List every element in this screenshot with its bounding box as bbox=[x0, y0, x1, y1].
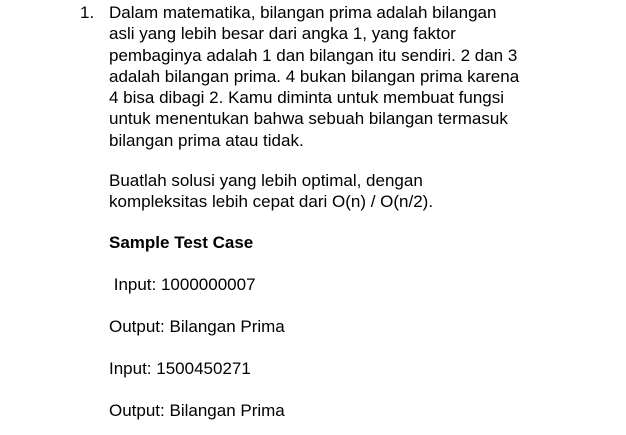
instruction-line: kompleksitas lebih cepat dari O(n) / O(n/2). bbox=[109, 192, 434, 212]
problem-line: adalah bilangan prima. 4 bukan bilangan prima karena bbox=[109, 66, 520, 86]
problem-line: Dalam matematika, bilangan prima adalah bilangan bbox=[109, 3, 497, 22]
problem-line: bilangan prima atau tidak. bbox=[109, 130, 304, 150]
list-number: 1. bbox=[80, 3, 95, 22]
instruction-paragraph bbox=[109, 170, 609, 213]
sample-input-1: Input: 1000000007 bbox=[109, 275, 256, 294]
problem-line: untuk menentukan bahwa sebuah bilangan termasuk bbox=[109, 109, 508, 129]
sample-output-1: Output: Bilangan Prima bbox=[109, 317, 285, 336]
problem-statement bbox=[109, 2, 609, 151]
instruction-line: Buatlah solusi yang lebih optimal, dengan bbox=[109, 171, 423, 190]
sample-heading: Sample Test Case bbox=[109, 233, 254, 252]
sample-output-2: Output: Bilangan Prima bbox=[109, 401, 285, 420]
sample-input-2: Input: 1500450271 bbox=[109, 359, 251, 378]
problem-line: 4 bisa dibagi 2. Kamu diminta untuk membuat fungsi bbox=[109, 88, 505, 108]
problem-line: pembaginya adalah 1 dan bilangan itu sendiri. 2 dan 3 bbox=[109, 45, 518, 65]
problem-line: asli yang lebih besar dari angka 1, yang faktor bbox=[109, 24, 456, 44]
